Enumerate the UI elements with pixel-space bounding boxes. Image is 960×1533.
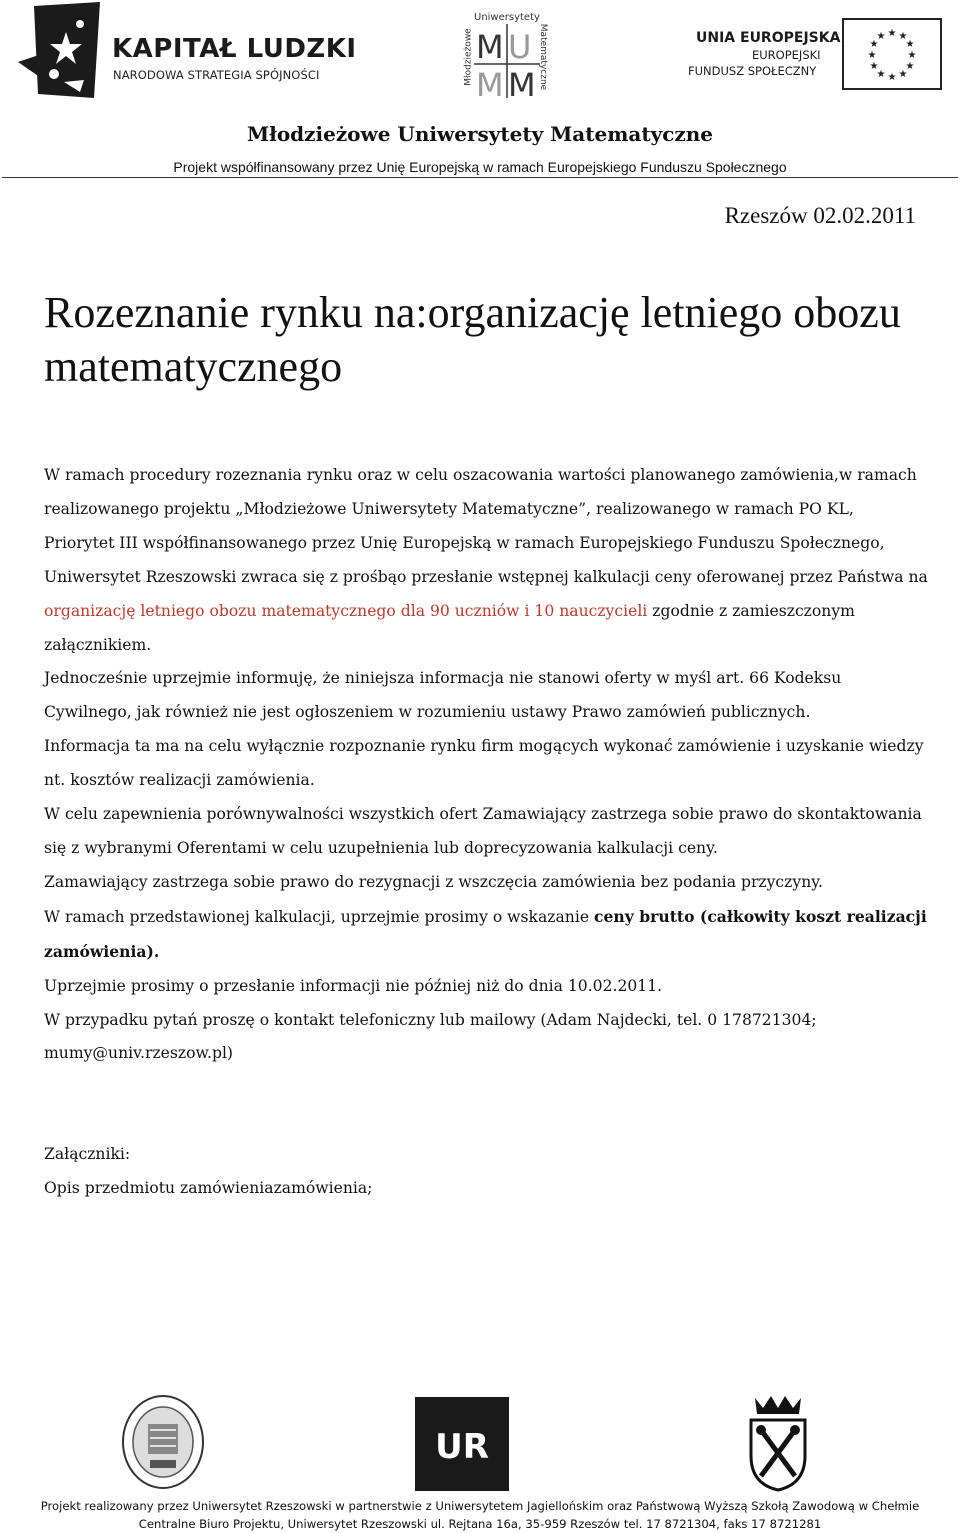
paragraph-gross-price-text: W ramach przedstawionej kalkulacji, uprzejmie prosimy o wskazanie xyxy=(44,907,594,926)
paragraph-comparability: W celu zapewnienia porównywalności wszystkich ofert Zamawiający zastrzega sobie prawo do skontaktowania się z wybranymi Oferentami w celu uzupełnienia lub doprecyzowania kalkulacji ceny. xyxy=(44,805,922,857)
svg-text:★: ★ xyxy=(869,39,879,50)
paragraph-gross-price xyxy=(44,900,929,970)
mum-logo xyxy=(462,12,552,98)
svg-text:M: M xyxy=(476,66,504,98)
svg-text:★: ★ xyxy=(905,39,915,50)
eu-logo-line3: FUNDUSZ SPOŁECZNY xyxy=(688,64,817,78)
paragraph-deadline: Uprzejmie prosimy o przesłanie informacji nie później niż do dnia 10.02.2011. xyxy=(44,976,663,995)
document-title: Rozeznanie rynku na:organizację letniego obozu matematycznego xyxy=(44,288,901,391)
attachments-section xyxy=(44,1137,929,1205)
svg-text:★: ★ xyxy=(876,69,886,80)
pwsz-chelm-seal-logo xyxy=(120,1394,206,1490)
kapital-ludzki-subtitle: NARODOWA STRATEGIA SPÓJNOŚCI xyxy=(113,68,320,82)
eu-logo-line1: UNIA EUROPEJSKA xyxy=(696,30,841,46)
svg-text:M: M xyxy=(508,66,536,98)
kapital-ludzki-title: KAPITAŁ LUDZKI xyxy=(112,34,357,64)
header-divider xyxy=(2,177,958,178)
footer-partnership-line: Projekt realizowany przez Uniwersytet Rzeszowski w partnerstwie z Uniwersytetem Jagiellońskim oraz Państwową Wyższą Szkołą Zawodową w Chełmie xyxy=(40,1499,920,1513)
paragraph-request-text-b: zgodnie z zamieszczonym załącznikiem. xyxy=(44,601,855,654)
kapital-ludzki-emblem-icon xyxy=(14,2,106,102)
paragraph-purpose: Informacja ta ma na celu wyłącznie rozpoznanie rynku firm mogących wykonać zamówienie i uzyskanie wiedzy nt. kosztów realizacji zamówienia. xyxy=(44,737,924,790)
eu-flag-icon xyxy=(842,18,942,90)
mum-logo-top-text: Uniwersytety xyxy=(474,12,540,23)
document-date: Rzeszów 02.02.2011 xyxy=(724,203,916,228)
gross-price-emphasis: ceny brutto (całkowity koszt realizacji zamówienia). xyxy=(44,906,927,961)
project-cofinancing-line: Projekt współfinansowany przez Unię Europejską w ramach Europejskiego Funduszu Społecznego xyxy=(173,159,787,175)
highlighted-subject: organizację letniego obozu matematycznego dla 90 uczniów i 10 nauczycieli xyxy=(44,601,648,620)
paragraph-withdrawal: Zamawiający zastrzega sobie prawo do rezygnacji z wszczęcia zamówienia bez podania przyczyny. xyxy=(44,872,823,891)
eu-logo xyxy=(688,16,950,92)
paragraph-request xyxy=(44,459,929,662)
organization-title: Młodzieżowe Uniwersytety Matematyczne xyxy=(246,122,713,146)
svg-text:★: ★ xyxy=(898,69,908,80)
paragraph-contact: W przypadku pytań proszę o kontakt telefoniczny lub mailowy (Adam Najdecki, tel. 0 178721304; mumy@univ.rzeszow.pl) xyxy=(44,1010,817,1063)
attachments-label: Załączniki: xyxy=(44,1145,131,1163)
paragraph-request-text-a: W ramach procedury rozeznania rynku oraz w celu oszacowania wartości planowanego zamówienia,w ramach realizowanego projektu „Młodzieżowe Uniwersytety Matematyczne”, realizowanego w ramach PO KL, Priorytet III współfinansowanego przez Unię Europejską w ramach Europejskiego Funduszu Społecznego, Uniwersytet Rzeszowski zwraca się z prośbąo przesłanie wstępnej kalkulacji ceny oferowanej przez Państwa na xyxy=(44,466,928,586)
svg-text:★: ★ xyxy=(898,31,908,42)
svg-text:★: ★ xyxy=(867,50,877,61)
paragraph-disclaimer: Jednocześnie uprzejmie informuję, że niniejsza informacja nie stanowi oferty w myśl art. 66 Kodeksu Cywilnego, jak również nie jest ogłoszeniem w rozumieniu ustawy Prawo zamówień publicznych. xyxy=(44,669,842,722)
footer-contact-line: Centralne Biuro Projektu, Uniwersytet Rzeszowski ul. Rejtana 16a, 35-959 Rzeszów tel. 17 8721304, faks 17 8721281 xyxy=(138,1517,822,1531)
mum-monogram-icon xyxy=(474,24,540,98)
document-body xyxy=(44,459,929,1071)
kapital-ludzki-logo xyxy=(14,2,357,102)
ur-university-logo xyxy=(415,1397,509,1491)
svg-text:★: ★ xyxy=(887,28,897,39)
eu-logo-line2: EUROPEJSKI xyxy=(752,48,821,62)
svg-text:★: ★ xyxy=(905,61,915,72)
ur-logo-text: UR xyxy=(435,1427,489,1467)
mum-logo-left-text: Młodzieżowe xyxy=(463,28,474,86)
svg-text:★: ★ xyxy=(876,31,886,42)
svg-text:★: ★ xyxy=(869,61,879,72)
attachment-item: Opis przedmiotu zamówieniazamówienia; xyxy=(44,1179,373,1197)
uj-crest-logo xyxy=(747,1392,809,1492)
svg-text:★: ★ xyxy=(907,50,917,61)
uj-crest-icon xyxy=(747,1392,809,1492)
svg-text:★: ★ xyxy=(887,72,897,83)
mum-logo-right-text: Matematyczne xyxy=(538,23,549,91)
pwsz-seal-icon xyxy=(120,1394,206,1490)
svg-text:U: U xyxy=(508,28,532,66)
svg-text:M: M xyxy=(476,28,504,66)
